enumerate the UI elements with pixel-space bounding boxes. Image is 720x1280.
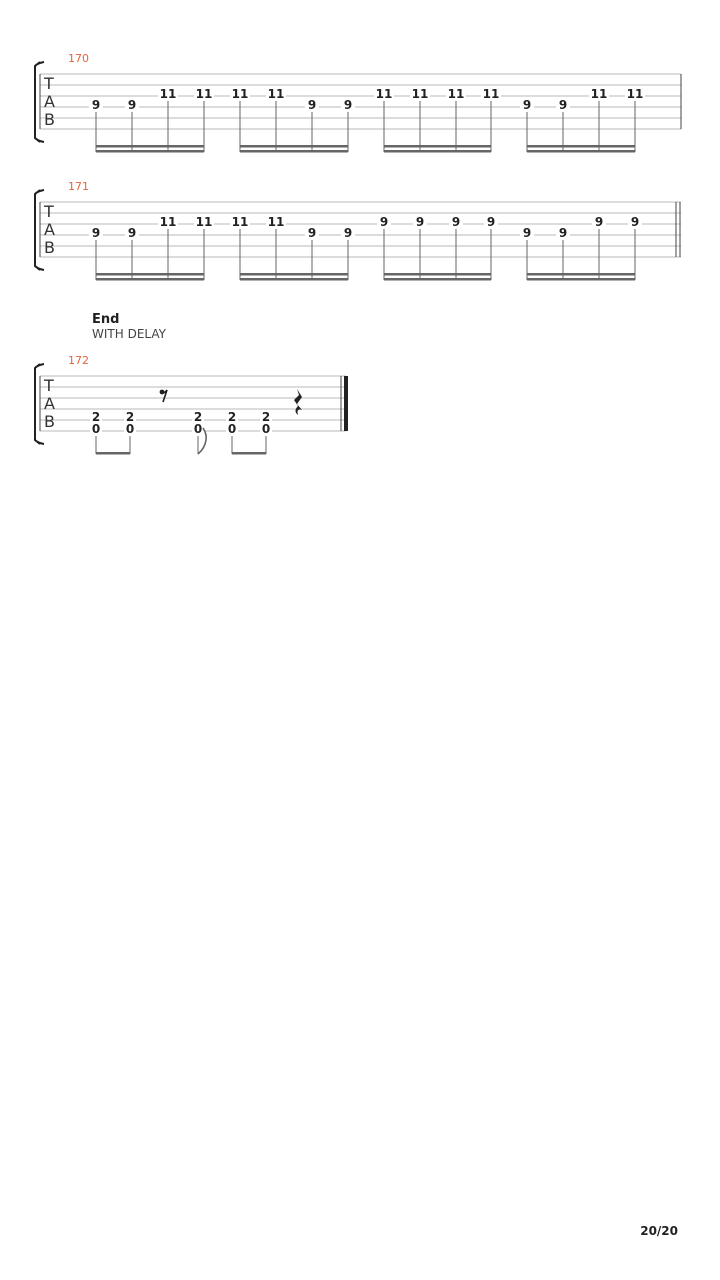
beam [96,452,130,455]
tab-clef-t: T [44,376,54,395]
measure-number: 170 [68,52,89,65]
beam [232,452,266,455]
fret-number: 9 [343,226,353,240]
beam [527,273,635,276]
beam [96,150,204,153]
fret-number: 11 [267,87,285,101]
fret-number: 0 [125,422,135,436]
fret-number: 9 [415,215,425,229]
quarter-rest [294,389,302,415]
fret-number: 11 [590,87,608,101]
beam [527,278,635,281]
fret-number: 9 [343,98,353,112]
fret-number: 9 [127,226,137,240]
note-group [523,215,639,281]
fret-number: 9 [451,215,461,229]
tab-clef-t: T [44,74,54,93]
chord [262,410,270,436]
fret-number: 2 [193,410,203,424]
fret-number: 9 [307,226,317,240]
section-subtitle: WITH DELAY [92,327,166,341]
fret-number: 9 [91,98,101,112]
tab-clef-b: B [44,412,55,431]
eighth-rest [160,390,167,402]
beam [527,145,635,148]
tab-clef-b: B [44,238,55,257]
fret-number: 9 [379,215,389,229]
fret-number: 2 [91,410,101,424]
fret-number: 0 [261,422,271,436]
fret-number: 0 [91,422,101,436]
fret-number: 9 [558,226,568,240]
tab-clef-b: B [44,110,55,129]
fret-number: 9 [127,98,137,112]
fret-number: 11 [626,87,644,101]
beam [384,145,491,148]
beam [384,150,491,153]
fret-number: 11 [159,215,177,229]
fret-number: 11 [267,215,285,229]
chord [228,410,236,436]
fret-number: 0 [227,422,237,436]
tab-clef-t: T [44,202,54,221]
beam [240,273,348,276]
chord [194,410,202,436]
fret-number: 9 [486,215,496,229]
system-measure-172 [35,354,348,455]
chord [126,410,134,436]
section-title: End [92,312,120,327]
beam [240,278,348,281]
fret-number: 2 [261,410,271,424]
fret-number: 11 [447,87,465,101]
stems [232,436,266,454]
note-group [380,215,495,281]
fret-number: 9 [594,215,604,229]
fret-number: 9 [630,215,640,229]
measure-number: 172 [68,354,89,367]
beam [240,150,348,153]
fret-number: 9 [522,226,532,240]
measure-number: 171 [68,180,89,193]
final-barline-thick [344,376,348,431]
fret-number: 11 [159,87,177,101]
stems [96,436,130,454]
tab-clef-a: A [44,92,55,111]
fret-number: 9 [558,98,568,112]
fret-number: 11 [195,87,213,101]
fret-number: 11 [375,87,393,101]
fret-number: 0 [193,422,203,436]
beam [96,145,204,148]
tab-clef-a: A [44,394,55,413]
page-number: 20/20 [640,1224,678,1238]
fret-number: 11 [411,87,429,101]
fret-number: 2 [227,410,237,424]
fret-number: 11 [231,87,249,101]
beam [240,145,348,148]
fret-number: 11 [195,215,213,229]
fret-number: 2 [125,410,135,424]
beam [527,150,635,153]
tab-clef-a: A [44,220,55,239]
system-measure-170 [35,52,681,153]
fret-number: 9 [307,98,317,112]
note-group [376,87,500,153]
chord [92,410,100,436]
beam [384,278,491,281]
beam [96,278,204,281]
beam [96,273,204,276]
fret-number: 11 [482,87,500,101]
beam [384,273,491,276]
fret-number: 9 [522,98,532,112]
fret-number: 11 [231,215,249,229]
fret-number: 9 [91,226,101,240]
system-measure-171 [35,180,681,281]
